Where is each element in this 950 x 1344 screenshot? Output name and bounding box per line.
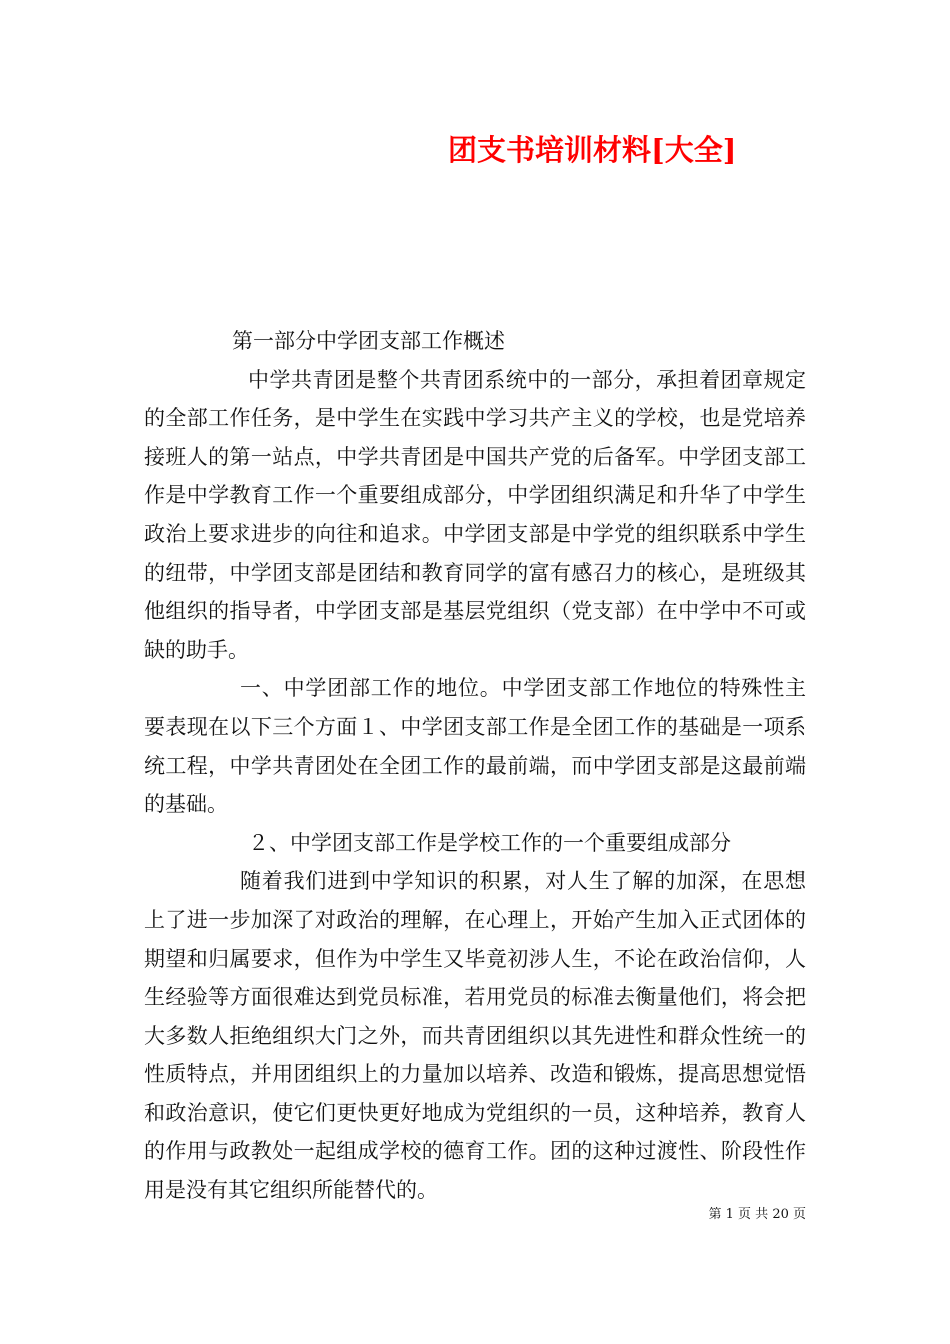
page-number: 第 1 页 共 20 页	[708, 1207, 806, 1222]
body-paragraph: 随着我们进到中学知识的积累，对人生了解的加深，在思想上了进一步加深了对政治的理解，在心理上，开始产生加入正式团体的期望和归属要求，但作为中学生又毕竟初涉人生，不论在政治信仰，人生经验等方面很难达到党员标准，若用党员的标准去衡量他们，将会把大多数人拒绝组织大门之外，而共青团组织以其先进性和群众性统一的性质特点，并用团组织上的力量加以培养、改造和锻炼，提高思想觉悟和政治意识，使它们更快更好地成为党组织的一员，这种培养，教育人的作用与政教处一起组成学校的德育工作。团的这种过渡性、阶段性作用是没有其它组织所能替代的。	[144, 869, 806, 1203]
section-heading: 第一部分中学团支部工作概述	[232, 329, 505, 353]
document-body	[144, 322, 806, 1210]
body-paragraph: 中学共青团是整个共青团系统中的一部分，承担着团章规定的全部工作任务，是中学生在实践中学习共产主义的学校，也是党培养接班人的第一站点，中学共青团是中国共产党的后备军。中学团支部工作是中学教育工作一个重要组成部分，中学团组织满足和升华了中学生政治上要求进步的向往和追求。中学团支部是中学党的组织联系中学生的纽带，中学团支部是团结和教育同学的富有感召力的核心，是班级其他组织的指导者，中学团支部是基层党组织（党支部）在中学中不可或缺的助手。	[144, 367, 806, 662]
body-paragraph: 一、中学团部工作的地位。中学团支部工作地位的特殊性主要表现在以下三个方面１、中学团支部工作是全团工作的基础是一项系统工程，中学共青团处在全团工作的最前端，而中学团支部是这最前端的基础。	[144, 676, 806, 817]
subheading-paragraph: ２、中学团支部工作是学校工作的一个重要组成部分	[248, 830, 731, 855]
document-title: 团支书培训材料[大全]	[448, 133, 737, 167]
